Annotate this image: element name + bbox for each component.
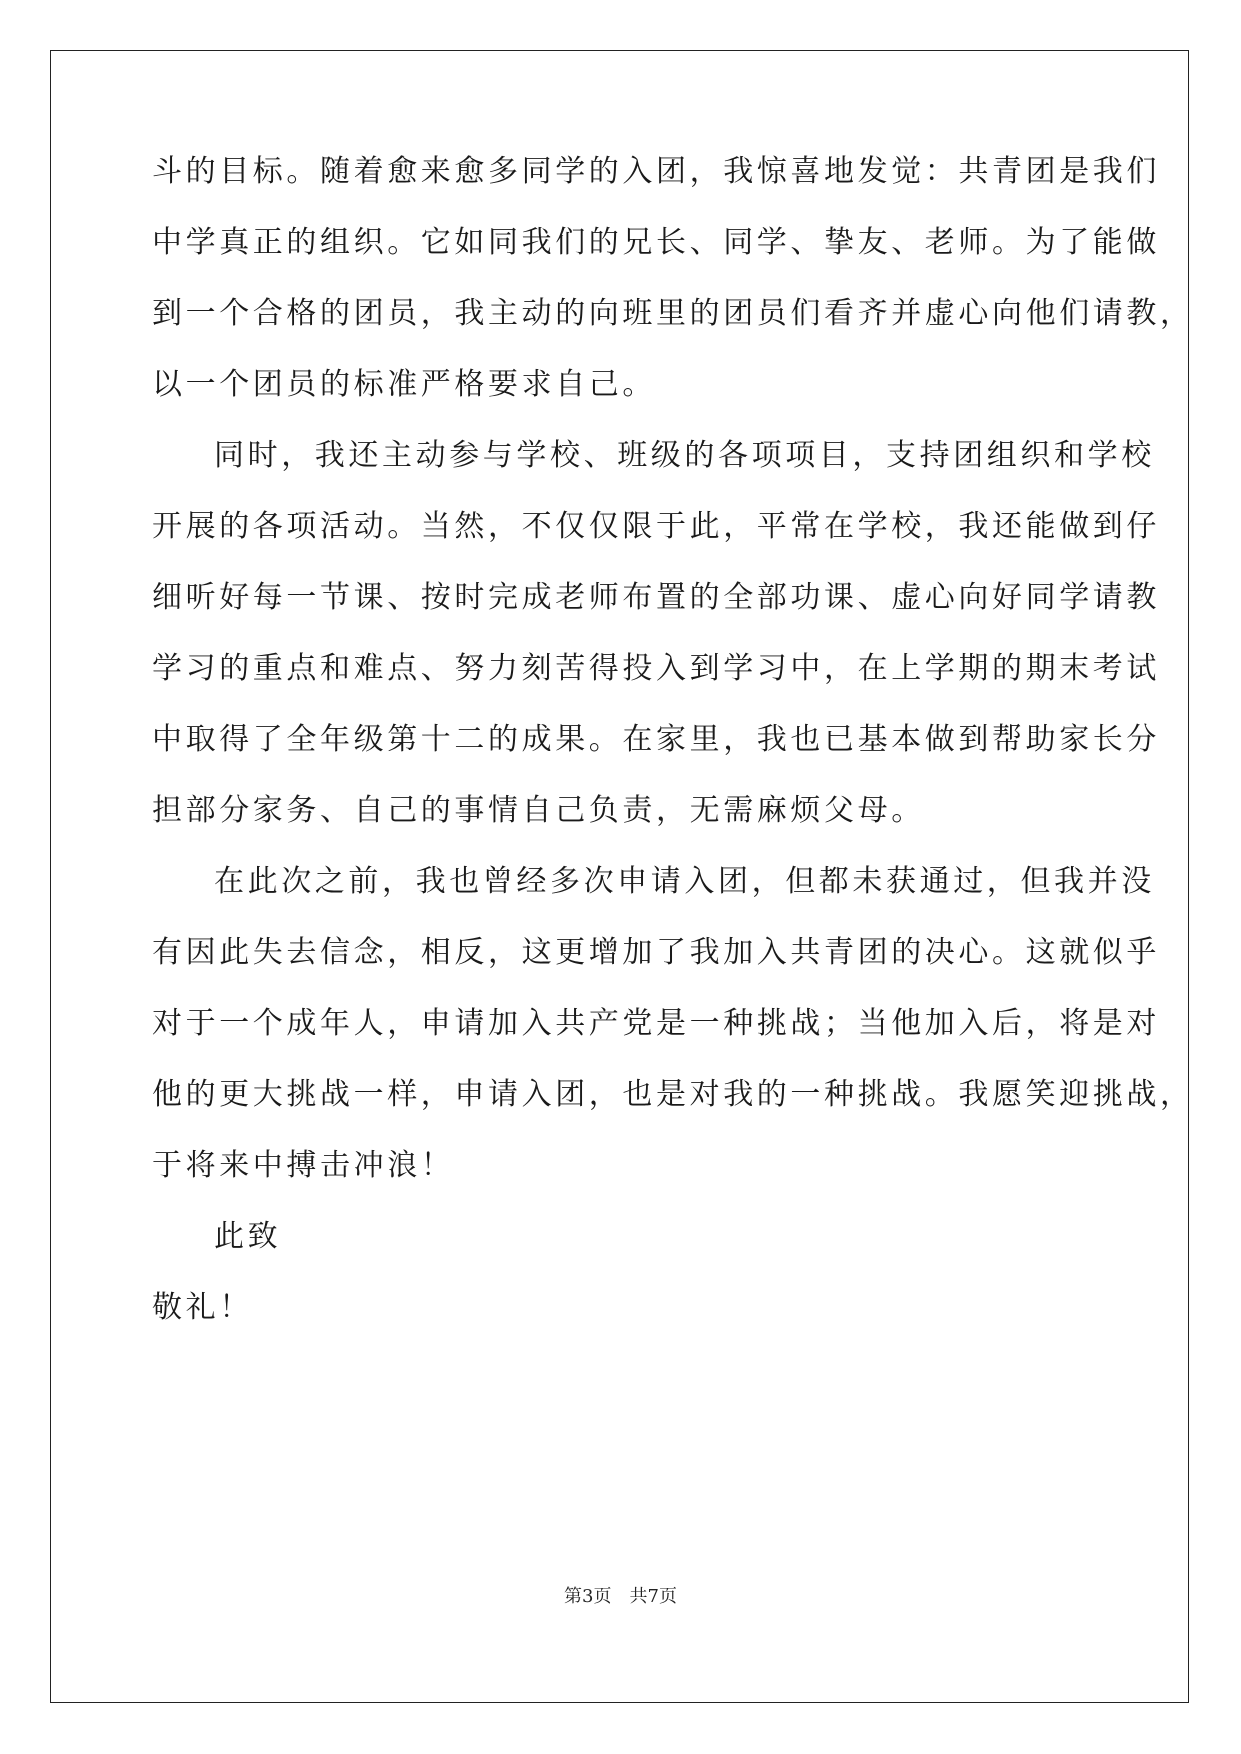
closing-regards: 敬礼！ [152,1290,253,1325]
text-line: 对于一个成年人，申请加入共产党是一种挑战；当他加入后，将是对 [152,1006,1160,1041]
text-line: 他的更大挑战一样，申请入团，也是对我的一种挑战。我愿笑迎挑战， [152,1077,1194,1112]
text-line: 中取得了全年级第十二的成果。在家里，我也已基本做到帮助家长分 [152,722,1160,757]
text-line: 斗的目标。随着愈来愈多同学的入团，我惊喜地发觉：共青团是我们 [152,154,1160,189]
text-line: 开展的各项活动。当然，不仅仅限于此，平常在学校，我还能做到仔 [152,509,1160,544]
paragraph-start-line: 在此次之前，我也曾经多次申请入团，但都未获通过，但我并没 [214,864,1155,899]
text-line: 学习的重点和难点、努力刻苦得投入到学习中，在上学期的期末考试 [152,651,1160,686]
text-line: 细听好每一节课、按时完成老师布置的全部功课、虚心向好同学请教 [152,580,1160,615]
page-number-footer: 第3页 共7页 [564,1586,677,1607]
closing-salutation: 此致 [214,1219,282,1254]
text-line: 中学真正的组织。它如同我们的兄长、同学、挚友、老师。为了能做 [152,225,1160,260]
text-line: 到一个合格的团员，我主动的向班里的团员们看齐并虚心向他们请教， [152,296,1194,331]
text-line: 于将来中搏击冲浪！ [152,1148,455,1183]
paragraph-start-line: 同时，我还主动参与学校、班级的各项项目，支持团组织和学校 [214,438,1155,473]
text-line: 以一个团员的标准严格要求自己。 [152,367,656,402]
text-line: 有因此失去信念，相反，这更增加了我加入共青团的决心。这就似乎 [152,935,1160,970]
text-line: 担部分家务、自己的事情自己负责，无需麻烦父母。 [152,793,925,828]
